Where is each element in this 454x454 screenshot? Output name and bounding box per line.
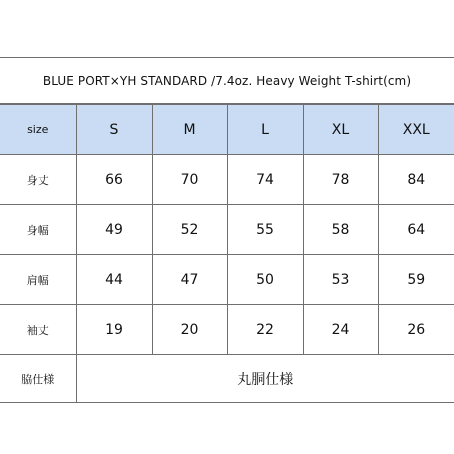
size-s: S bbox=[76, 105, 152, 155]
size-chart bbox=[0, 57, 454, 401]
chart-title: BLUE PORT×YH STANDARD /7.4oz. Heavy Weight T-shirt(cm) bbox=[0, 57, 454, 104]
table-cell: 20 bbox=[152, 305, 227, 355]
side-spec-label: 脇仕様 bbox=[0, 355, 76, 403]
size-table bbox=[0, 104, 454, 403]
table-cell: 53 bbox=[303, 255, 378, 305]
header-row bbox=[0, 105, 454, 155]
size-xl: XL bbox=[303, 105, 378, 155]
table-cell: 22 bbox=[227, 305, 303, 355]
table-cell: 70 bbox=[152, 155, 227, 205]
side-spec-value: 丸胴仕様 bbox=[76, 355, 454, 403]
table-row bbox=[0, 255, 454, 305]
table-cell: 58 bbox=[303, 205, 378, 255]
size-l: L bbox=[227, 105, 303, 155]
side-spec-row bbox=[0, 355, 454, 403]
table-cell: 50 bbox=[227, 255, 303, 305]
table-cell: 49 bbox=[76, 205, 152, 255]
table-row bbox=[0, 155, 454, 205]
table-cell: 74 bbox=[227, 155, 303, 205]
table-cell: 52 bbox=[152, 205, 227, 255]
row-label: 肩幅 bbox=[0, 255, 76, 305]
size-xxl: XXL bbox=[378, 105, 454, 155]
table-cell: 78 bbox=[303, 155, 378, 205]
table-cell: 26 bbox=[378, 305, 454, 355]
table-cell: 44 bbox=[76, 255, 152, 305]
size-m: M bbox=[152, 105, 227, 155]
table-row bbox=[0, 205, 454, 255]
table-cell: 59 bbox=[378, 255, 454, 305]
row-label: 袖丈 bbox=[0, 305, 76, 355]
table-cell: 24 bbox=[303, 305, 378, 355]
table-cell: 84 bbox=[378, 155, 454, 205]
table-cell: 66 bbox=[76, 155, 152, 205]
table-cell: 19 bbox=[76, 305, 152, 355]
header-label: size bbox=[0, 105, 76, 155]
table-row bbox=[0, 305, 454, 355]
row-label: 身丈 bbox=[0, 155, 76, 205]
table-cell: 64 bbox=[378, 205, 454, 255]
table-cell: 55 bbox=[227, 205, 303, 255]
row-label: 身幅 bbox=[0, 205, 76, 255]
table-cell: 47 bbox=[152, 255, 227, 305]
